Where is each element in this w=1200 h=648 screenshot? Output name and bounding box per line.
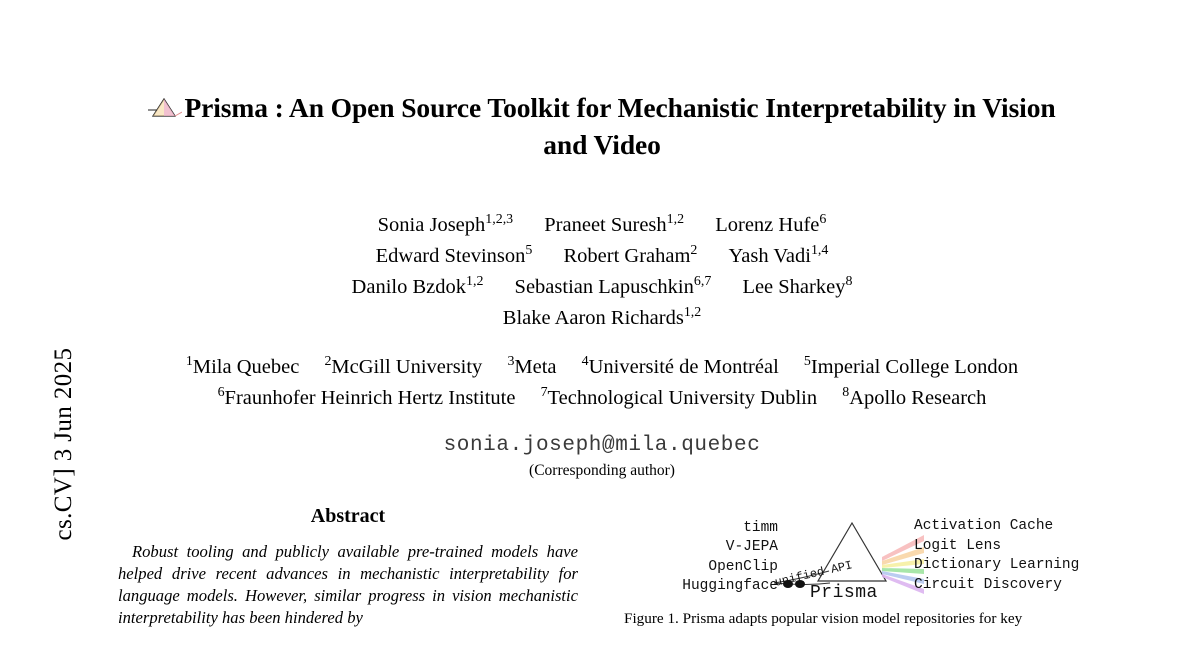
author-row <box>118 241 1086 272</box>
affiliation-marker: 7 <box>540 385 548 401</box>
affiliation-name: Mila Quebec <box>192 356 300 379</box>
author-list <box>118 210 1086 335</box>
figure-output-item: Circuit Discovery <box>914 577 1062 594</box>
figure-output-labels <box>914 517 1079 596</box>
author-affil-marker: 6,7 <box>693 274 712 290</box>
affiliation <box>324 356 482 378</box>
left-column <box>118 505 578 629</box>
affiliation-marker: 6 <box>217 385 225 401</box>
affiliation-marker: 1 <box>185 354 193 370</box>
affiliation-marker: 3 <box>507 354 515 370</box>
author-name: Yash Vadi <box>728 244 811 267</box>
author-affil-marker: 8 <box>845 274 853 290</box>
author-affil-marker: 6 <box>819 211 827 227</box>
author <box>515 276 712 298</box>
figure-api-label: unified API <box>773 558 854 590</box>
affiliation-marker: 4 <box>581 354 589 370</box>
figure-caption: Figure 1. Prisma adapts popular vision model repositories for key <box>624 610 1023 627</box>
author <box>503 307 701 329</box>
arxiv-side-stamp: cs.CV] 3 Jun 2025 <box>50 347 77 541</box>
author <box>729 245 829 267</box>
figure-input-item: timm <box>743 520 778 536</box>
author-affil-marker: 2 <box>690 243 698 259</box>
author-affil-marker: 5 <box>525 243 533 259</box>
abstract-heading: Abstract <box>310 505 386 527</box>
author-name: Sonia Joseph <box>377 213 486 236</box>
affiliation-row <box>118 352 1086 383</box>
author-name: Edward Stevinson <box>375 244 526 267</box>
figure-output-item: Dictionary Learning <box>914 557 1080 574</box>
affiliation-marker: 5 <box>803 354 811 370</box>
affiliation-name: Université de Montréal <box>588 356 779 379</box>
author-affil-marker: 1,4 <box>810 243 829 259</box>
author <box>742 276 852 298</box>
author-name: Sebastian Lapuschkin <box>514 276 694 298</box>
prism-icon <box>148 94 182 120</box>
affiliation <box>218 387 516 409</box>
affiliation <box>804 356 1018 378</box>
author-row <box>118 272 1086 303</box>
author-row <box>118 303 1086 334</box>
figure-input-item: Huggingface <box>682 577 778 594</box>
author <box>352 276 484 298</box>
author-name: Blake Aaron Richards <box>502 307 684 330</box>
corresponding-email[interactable]: sonia.joseph@mila.quebec <box>443 433 761 457</box>
affiliation <box>186 356 299 378</box>
author-affil-marker: 1,2 <box>666 211 685 227</box>
author-affil-marker: 1,2,3 <box>485 211 514 227</box>
abstract-text: Robust tooling and publicly available pre-trained models have helped drive recent advances in mechanistic interpretability for language models. However, similar progress in vision mechanistic interpretability has been hindered by <box>118 542 578 627</box>
content-columns <box>118 505 1086 629</box>
author-affil-marker: 1,2 <box>466 274 484 290</box>
affiliation-name: Meta <box>514 356 557 379</box>
title-text: Prisma : An Open Source Toolkit for Mechanistic Interpretability in Vision and Video <box>184 92 1056 160</box>
author-name: Lorenz Hufe <box>715 213 820 236</box>
affiliation <box>842 387 986 409</box>
figure-input-item: OpenClip <box>708 558 778 575</box>
affiliation-name: Imperial College London <box>810 356 1019 379</box>
page-title <box>137 90 1067 164</box>
figure-output-item: Activation Cache <box>914 518 1054 534</box>
figure-output-item: Logit Lens <box>914 537 1002 554</box>
author-name: Danilo Bzdok <box>351 276 466 298</box>
author <box>715 211 827 236</box>
affiliation-list <box>118 352 1086 414</box>
figure-input-item: V-JEPA <box>725 539 778 556</box>
paper-page <box>118 0 1086 648</box>
affiliation-name: Fraunhofer Heinrich Hertz Institute <box>224 387 516 410</box>
title-block <box>118 90 1086 164</box>
affiliation <box>541 387 818 409</box>
affiliation-row <box>118 383 1086 414</box>
figure-1 <box>624 505 1086 627</box>
right-column <box>624 505 1086 629</box>
affiliation-marker: 2 <box>324 354 332 370</box>
author-affil-marker: 1,2 <box>683 305 702 321</box>
author <box>544 211 685 236</box>
author <box>563 245 697 267</box>
affiliation <box>582 356 779 378</box>
author <box>377 211 514 236</box>
author <box>376 245 533 267</box>
figure-canvas <box>624 505 1086 603</box>
affiliation <box>507 356 556 378</box>
affiliation-name: McGill University <box>331 356 483 379</box>
author-name: Lee Sharkey <box>742 276 846 298</box>
affiliation-name: Technological University Dublin <box>547 387 818 410</box>
affiliation-name: Apollo Research <box>849 387 987 410</box>
author-name: Praneet Suresh <box>544 213 667 236</box>
corresponding-note: (Corresponding author) <box>529 461 675 479</box>
author-name: Robert Graham <box>563 244 691 267</box>
figure-prisma-label: Prisma <box>810 583 878 603</box>
figure-input-labels <box>626 519 778 596</box>
affiliation-marker: 8 <box>842 385 850 401</box>
author-row <box>118 210 1086 241</box>
